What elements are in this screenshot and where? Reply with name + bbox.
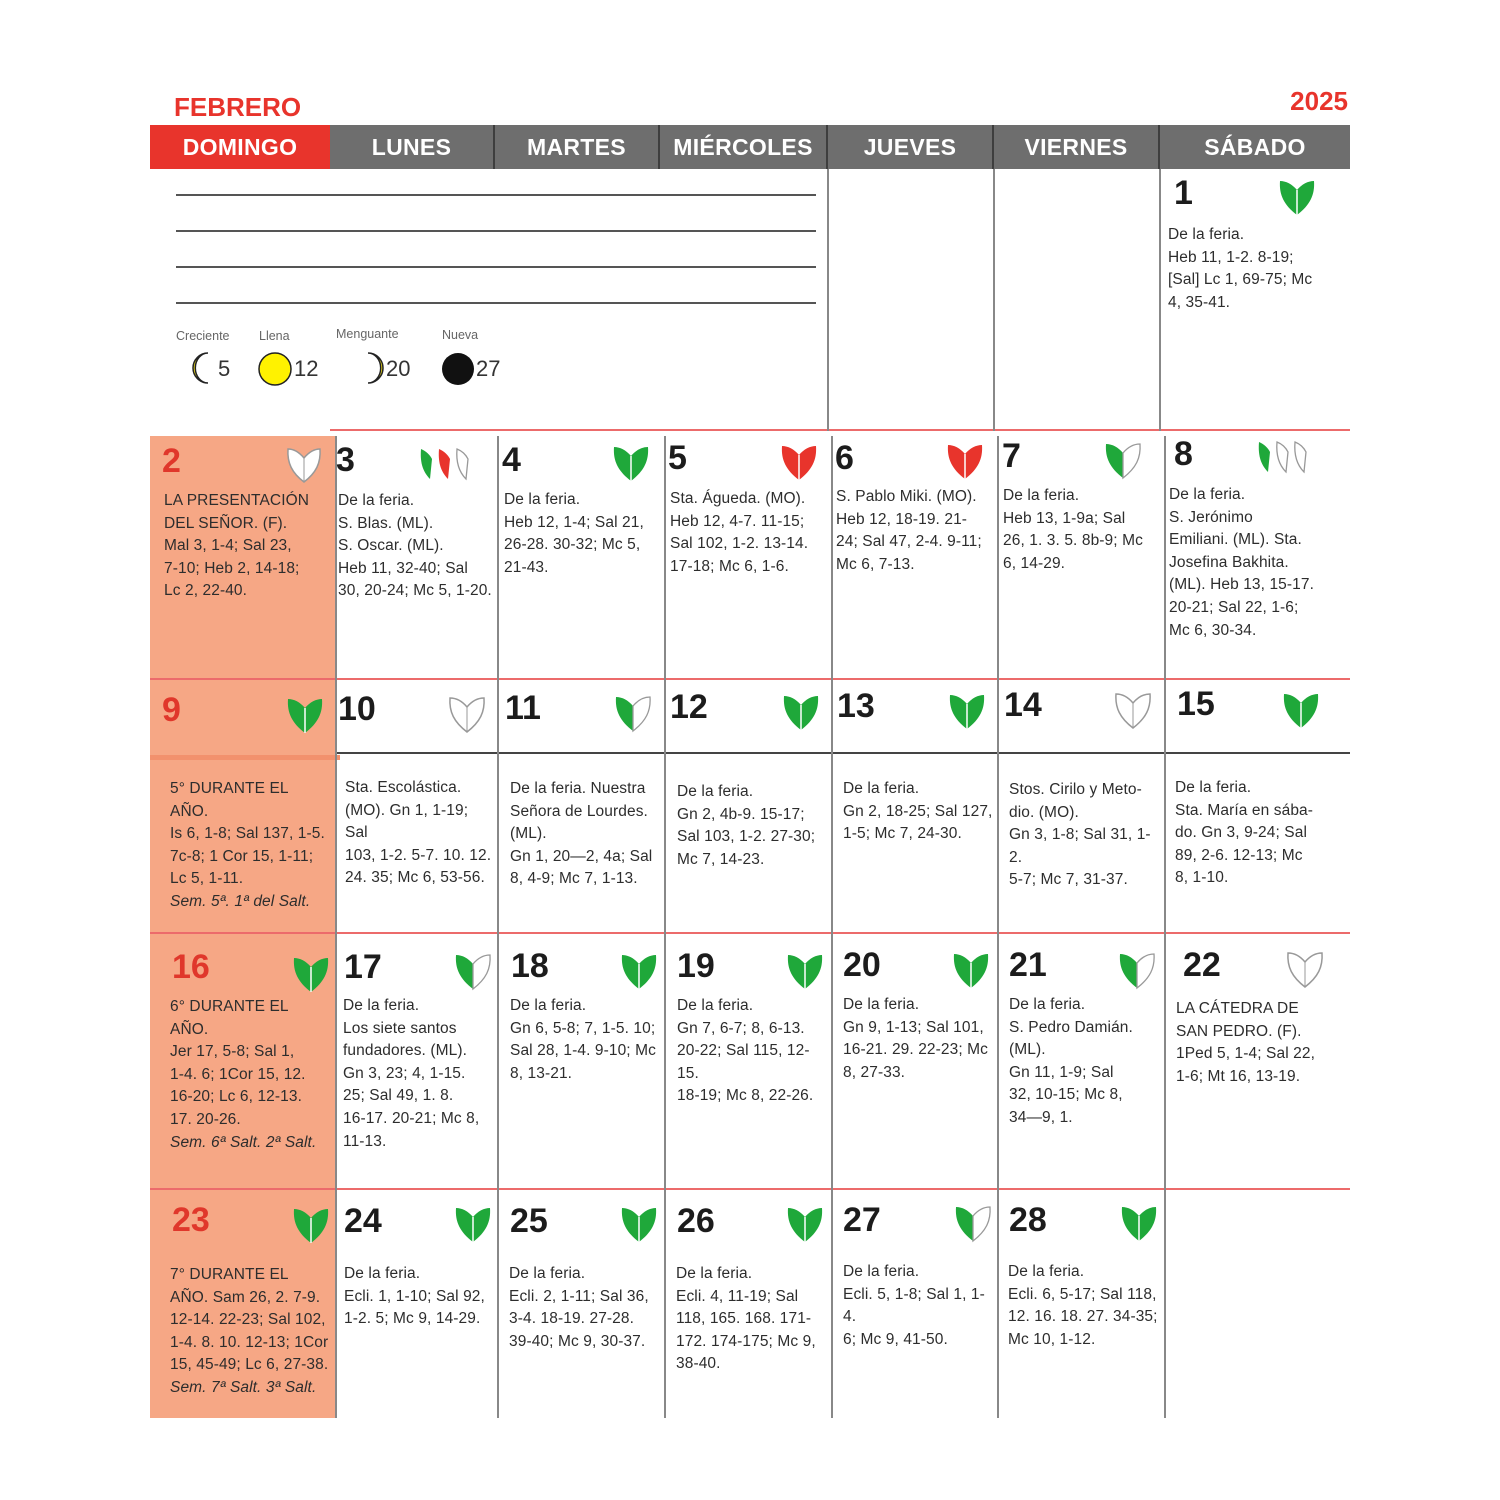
- day-readings: De la feria. Heb 13, 1-9a; Sal 26, 1. 3. 5. 8b-9; Mc 6, 14-29.: [1003, 487, 1143, 572]
- day-number: 9: [162, 691, 181, 729]
- week-separator: [150, 1188, 1350, 1190]
- day-readings: 6° DURANTE EL AÑO. Jer 17, 5-8; Sal 1, 1-4. 6; 1Cor 15, 12. 16-20; Lc 6, 12-13. 17. 20-26.: [170, 998, 306, 1128]
- day-readings: Sta. Águeda. (MO). Heb 12, 4-7. 11-15; Sal 102, 1-2. 13-14. 17-18; Mc 6, 1-6.: [670, 490, 809, 575]
- year-title: 2025: [1290, 86, 1348, 116]
- day-number: 16: [172, 948, 210, 986]
- liturgical-green-white-icon: [614, 691, 654, 733]
- liturgical-green-icon: [786, 949, 824, 991]
- column-divider: [664, 436, 666, 1418]
- day-number: 25: [510, 1202, 548, 1240]
- weekday-header: [150, 125, 1350, 169]
- day-readings: De la feria. Gn 2, 4b-9. 15-17; Sal 103, 1-2. 27-30; Mc 7, 14-23.: [677, 783, 816, 868]
- weekday-martes: MARTES: [495, 125, 660, 169]
- day-number: 18: [511, 947, 549, 985]
- weekday-jueves: JUEVES: [828, 125, 994, 169]
- weekday-lunes: LUNES: [330, 125, 495, 169]
- liturgical-green-icon: [1278, 175, 1316, 217]
- column-divider: [831, 436, 833, 1418]
- column-divider: [997, 436, 999, 1418]
- moon-label-llena: Llena: [259, 329, 290, 343]
- crescent-moon-icon: [188, 350, 218, 386]
- day-number: 3: [336, 441, 355, 479]
- day-number: 24: [344, 1202, 382, 1240]
- psalter-note: Sem. 6ª Salt. 2ª Salt.: [170, 1134, 317, 1151]
- weekday-domingo: DOMINGO: [150, 125, 330, 169]
- notes-line: [176, 230, 816, 232]
- liturgical-red-icon: [946, 439, 984, 481]
- row-divider: [335, 752, 1350, 754]
- notes-line: [176, 194, 816, 196]
- day-readings: De la feria. Ecli. 6, 5-17; Sal 118, 12. 16. 18. 27. 34-35; Mc 10, 1-12.: [1008, 1263, 1158, 1348]
- day-number: 13: [837, 687, 875, 725]
- liturgical-green-icon: [1120, 1201, 1158, 1243]
- week-separator: [330, 429, 1350, 431]
- day-number: 26: [677, 1202, 715, 1240]
- day-number: 1: [1174, 174, 1193, 212]
- column-divider: [497, 436, 499, 1418]
- day-readings: De la feria. Sta. María en sába- do. Gn 3, 9-24; Sal 89, 2-6. 12-13; Mc 8, 1-10.: [1175, 779, 1314, 887]
- day-readings: S. Pablo Miki. (MO). Heb 12, 18-19. 21- 24; Sal 47, 2-4. 9-11; Mc 6, 7-13.: [836, 488, 982, 573]
- liturgical-white-icon: [1286, 947, 1324, 989]
- liturgical-green-icon: [620, 1202, 658, 1244]
- day-number: 21: [1009, 946, 1047, 984]
- column-divider: [1159, 169, 1161, 431]
- day-readings: De la feria. Gn 7, 6-7; 8, 6-13. 20-22; Sal 115, 12-15. 18-19; Mc 8, 22-26.: [677, 997, 814, 1105]
- day-number: 17: [344, 948, 382, 986]
- day-number: 23: [172, 1201, 210, 1239]
- moon-day-nueva: 27: [476, 356, 501, 381]
- liturgical-red-icon: [780, 440, 818, 482]
- day-readings: De la feria. Ecli. 5, 1-8; Sal 1, 1-4. 6; Mc 9, 41-50.: [843, 1263, 985, 1348]
- new-moon-icon: [440, 351, 476, 387]
- day-readings: De la feria. Ecli. 1, 1-10; Sal 92, 1-2. 5; Mc 9, 14-29.: [344, 1265, 485, 1328]
- day-readings: 7° DURANTE EL AÑO. Sam 26, 2. 7-9. 12-14. 22-23; Sal 102, 1-4. 8. 10. 12-13; 1Cor 15, 45-49; Lc 6, 27-38.: [170, 1266, 329, 1374]
- day-readings: De la feria. S. Jerónimo Emiliani. (ML). Sta. Josefina Bakhita. (ML). Heb 13, 15-17. 20-21; Sal 22, 1-6; Mc 6, 30-34.: [1169, 486, 1315, 639]
- day-readings: De la feria. Ecli. 4, 11-19; Sal 118, 165. 168. 171- 172. 174-175; Mc 9, 38-40.: [676, 1265, 816, 1373]
- day-number: 27: [843, 1201, 881, 1239]
- day-readings: De la feria. S. Pedro Damián. (ML). Gn 11, 1-9; Sal 32, 10-15; Mc 8, 34—9, 1.: [1009, 996, 1133, 1126]
- day-number: 20: [843, 946, 881, 984]
- column-divider: [827, 169, 829, 431]
- day-number: 2: [162, 442, 181, 480]
- moon-label-creciente: Creciente: [176, 329, 230, 343]
- liturgical-white-icon: [448, 692, 486, 734]
- day-readings: Sta. Escolástica. (MO). Gn 1, 1-19; Sal 103, 1-2. 5-7. 10. 12. 24. 35; Mc 6, 53-56.: [345, 779, 492, 887]
- moon-label-nueva: Nueva: [442, 328, 479, 342]
- week-separator: [150, 678, 1350, 680]
- weekday-sabado: SÁBADO: [1204, 134, 1306, 160]
- liturgical-green-white-icon: [1104, 438, 1144, 480]
- day-readings: De la feria. Los siete santos fundadores. (ML). Gn 3, 23; 4, 1-15. 25; Sal 49, 1. 8. 16-17. 20-21; Mc 8, 11-13.: [343, 997, 480, 1150]
- liturgical-green-icon: [292, 1203, 330, 1245]
- day-readings: De la feria. S. Blas. (ML). S. Oscar. (ML). Heb 11, 32-40; Sal 30, 20-24; Mc 5, 1-20.: [338, 492, 492, 600]
- liturgical-mixed-icon: [1256, 436, 1322, 476]
- moon-day-llena: 12: [294, 356, 319, 381]
- moon-label-menguante: Menguante: [336, 327, 399, 341]
- month-title: FEBRERO: [174, 92, 302, 122]
- day-readings: Stos. Cirilo y Meto- dio. (MO). Gn 3, 1-8; Sal 31, 1-2. 5-7; Mc 7, 31-37.: [1009, 781, 1151, 889]
- liturgical-green-icon: [612, 441, 650, 483]
- day-readings: De la feria. Ecli. 2, 1-11; Sal 36, 3-4. 18-19. 27-28. 39-40; Mc 9, 30-37.: [509, 1265, 649, 1350]
- day-readings: LA CÁTEDRA DE SAN PEDRO. (F). 1Ped 5, 1-4; Sal 22, 1-6; Mt 16, 13-19.: [1176, 1000, 1316, 1085]
- day-number: 7: [1002, 437, 1021, 475]
- day-readings: LA PRESENTACIÓN DEL SEÑOR. (F). Mal 3, 1-4; Sal 23, 7-10; Heb 2, 14-18; Lc 2, 22-40.: [164, 492, 310, 600]
- day-number: 8: [1174, 435, 1193, 473]
- day-readings: De la feria. Heb 11, 1-2. 8-19; [Sal] Lc 1, 69-75; Mc 4, 35-41.: [1168, 226, 1313, 311]
- day-readings: 5° DURANTE EL AÑO. Is 6, 1-8; Sal 137, 1-5. 7c-8; 1 Cor 15, 1-11; Lc 5, 1-11.: [170, 780, 325, 888]
- day-readings: De la feria. Gn 6, 5-8; 7, 1-5. 10; Sal 28, 1-4. 9-10; Mc 8, 13-21.: [510, 997, 656, 1082]
- day-readings: De la feria. Heb 12, 1-4; Sal 21, 26-28. 30-32; Mc 5, 21-43.: [504, 491, 644, 576]
- column-divider: [335, 436, 337, 1418]
- liturgical-green-white-icon: [954, 1201, 994, 1243]
- notes-line: [176, 266, 816, 268]
- liturgical-green-icon: [786, 1202, 824, 1244]
- liturgical-green-white-icon: [1118, 948, 1158, 990]
- notes-line: [176, 302, 816, 304]
- week-separator: [150, 932, 1350, 934]
- day-number: 11: [505, 689, 541, 727]
- day-number: 10: [338, 690, 376, 728]
- column-divider: [1164, 436, 1166, 1418]
- sunday-column-divider: [150, 755, 340, 760]
- liturgical-green-white-icon: [454, 949, 494, 991]
- day-number: 12: [670, 688, 708, 726]
- full-moon-icon: [257, 351, 293, 387]
- day-number: 19: [677, 947, 715, 985]
- liturgical-green-icon: [1282, 688, 1320, 730]
- psalter-note: Sem. 7ª Salt. 3ª Salt.: [170, 1379, 317, 1396]
- liturgical-green-icon: [286, 693, 324, 735]
- day-number: 14: [1004, 686, 1042, 724]
- liturgical-mixed-icon: [418, 443, 486, 483]
- day-number: 22: [1183, 946, 1221, 984]
- liturgical-green-icon: [454, 1202, 492, 1244]
- liturgical-white-icon: [1114, 688, 1152, 730]
- column-divider: [993, 169, 995, 431]
- day-number: 15: [1177, 685, 1215, 723]
- liturgical-green-icon: [620, 949, 658, 991]
- liturgical-green-icon: [292, 952, 330, 994]
- weekday-miercoles: MIÉRCOLES: [660, 125, 828, 169]
- day-readings: De la feria. Gn 9, 1-13; Sal 101, 16-21. 29. 22-23; Mc 8, 27-33.: [843, 996, 989, 1081]
- psalter-note: Sem. 5ª. 1ª del Salt.: [170, 893, 311, 910]
- liturgical-green-icon: [948, 689, 986, 731]
- liturgical-green-icon: [782, 690, 820, 732]
- liturgical-white-icon: [286, 444, 322, 484]
- day-readings: De la feria. Gn 2, 18-25; Sal 127, 1-5; Mc 7, 24-30.: [843, 780, 993, 843]
- day-number: 6: [835, 439, 854, 477]
- day-number: 28: [1009, 1201, 1047, 1239]
- moon-day-menguante: 20: [386, 356, 411, 381]
- liturgical-green-icon: [952, 948, 990, 990]
- day-readings: De la feria. Nuestra Señora de Lourdes. (ML). Gn 1, 20—2, 4a; Sal 8, 4-9; Mc 7, 1-13.: [510, 780, 653, 888]
- weekday-viernes: VIERNES: [994, 125, 1160, 169]
- moon-day-creciente: 5: [218, 356, 231, 381]
- day-number: 4: [502, 441, 521, 479]
- day-number: 5: [668, 439, 687, 477]
